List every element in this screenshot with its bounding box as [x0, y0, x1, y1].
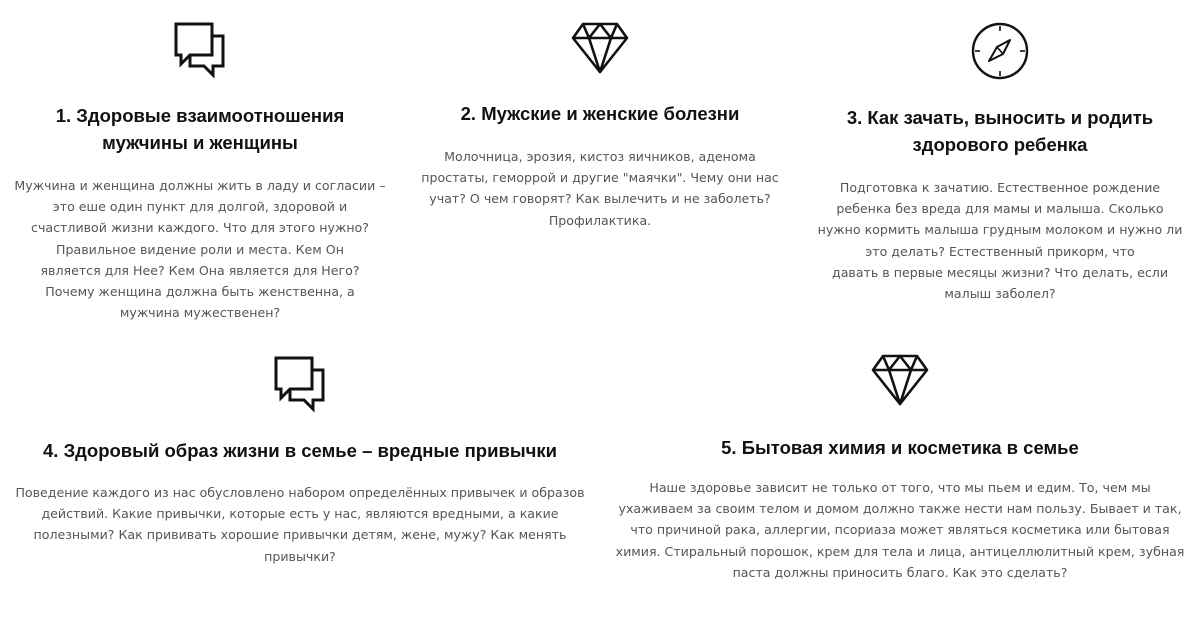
title-line: 1. Здоровые взаимоотношения [55, 105, 345, 126]
title-line: здорового ребенка [912, 134, 1088, 155]
card-title [0, 437, 600, 464]
feature-card-cosmetics [600, 350, 1198, 583]
feature-card-diseases [400, 18, 800, 231]
text-line: привычки? [264, 548, 336, 564]
text-line: паста должны приносить благо. Как это сделать? [732, 564, 1068, 580]
text-line: простаты, геморрой и другие "маячки". Чему они нас [421, 170, 779, 186]
text-line: это еше один пункт для долгой, здоровой и [52, 199, 348, 215]
diamond-icon [869, 350, 931, 410]
diamond-icon [569, 18, 631, 78]
title-line: 5. Бытовая химия и косметика в семье [721, 437, 1079, 458]
text-line: Наше здоровье зависит не только от того, что мы пьем и едим. То, чем мы [649, 480, 1151, 495]
card-description [800, 177, 1198, 304]
text-line: что причиной рака, аллергии, псориаза может являться косметика или бытовая [630, 522, 1170, 538]
text-line: нужно кормить малыша грудным молоком и нужно ли [817, 222, 1183, 238]
text-line: химия. Стиральный порошок, крем для тела и лица, антицеллюлитный крем, зубная [615, 543, 1185, 559]
chat-bubbles-icon [270, 352, 330, 414]
card-title [0, 102, 400, 156]
card-description [0, 482, 600, 567]
card-description [400, 146, 800, 231]
text-line: действий. Какие привычки, которые есть у нас, являются вредными, а какие [41, 506, 559, 522]
title-line: 3. Как зачать, выносить и родить [846, 107, 1154, 128]
text-line: Подготовка к зачатию. Естественное рождение [839, 180, 1161, 195]
card-description [0, 175, 400, 323]
card-title [400, 100, 800, 127]
text-line: ребенка без вреда для мамы и малыша. Сколько [836, 201, 1164, 217]
title-line: 4. Здоровый образ жизни в семье – вредные привычки [43, 440, 557, 461]
text-line: это делать? Естественный прикорм, что [865, 243, 1135, 259]
feature-card-relationships [0, 18, 400, 323]
title-line: 2. Мужские и женские болезни [460, 103, 740, 124]
feature-card-habits [0, 352, 600, 567]
text-line: Поведение каждого из нас обусловлено набором определённых привычек и образов [15, 485, 585, 500]
text-line: Молочница, эрозия, кистоз яичников, аденома [444, 149, 756, 164]
chat-bubbles-icon [170, 18, 230, 80]
text-line: является для Нее? Кем Она является для Него? [40, 262, 360, 278]
text-line: Почему женщина должна быть женственна, а [45, 284, 355, 300]
text-line: Мужчина и женщина должны жить в ладу и согласии – [14, 178, 386, 193]
card-title [800, 104, 1198, 158]
card-title [600, 434, 1198, 461]
feature-card-pregnancy [800, 20, 1198, 304]
text-line: мужчина мужественен? [119, 305, 281, 321]
text-line: малыш заболел? [944, 286, 1056, 302]
card-description [600, 477, 1198, 583]
text-line: счастливой жизни каждого. Что для этого нужно? [31, 220, 369, 236]
text-line: учат? О чем говорят? Как вылечить и не заболеть? [429, 191, 771, 207]
compass-icon [969, 20, 1031, 82]
text-line: полезными? Как прививать хорошие привычки детям, жене, мужу? Как менять [33, 527, 567, 543]
text-line: ухаживаем за своим телом и домом должно также нести нам пользу. Бывает и так, [618, 501, 1182, 517]
text-line: давать в первые месяцы жизни? Что делать, если [831, 264, 1169, 280]
text-line: Правильное видение роли и места. Кем Он [56, 241, 344, 257]
text-line: Профилактика. [548, 212, 652, 228]
title-line: мужчины и женщины [102, 132, 298, 153]
